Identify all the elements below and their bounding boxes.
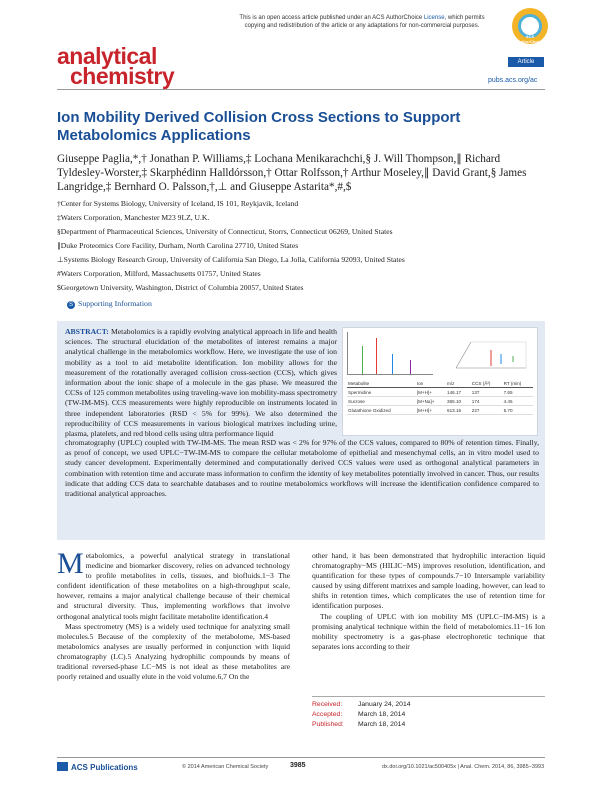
toc-peak	[410, 360, 411, 374]
toc-cell: 146.17	[446, 388, 471, 397]
affiliation: #Waters Corporation, Milford, Massachusetts 01757, United States	[57, 269, 261, 278]
acs-publications-logo[interactable]: ACS Publications	[57, 762, 138, 772]
toc-col-header: RT (min)	[503, 380, 533, 388]
article-type-tag: Article	[508, 57, 544, 67]
toc-cell: 4.45	[503, 397, 533, 406]
abstract-box	[57, 321, 545, 540]
open-access-notice: This is an open access article published under an ACS AuthorChoice License, which permits copying and redistribution of the article or any adaptations for non-commercial purposes.	[239, 15, 485, 29]
toc-cell: 137	[471, 388, 503, 397]
toc-col-header: Metabolite	[347, 380, 416, 388]
affiliation: $Georgetown University, Washington, District of Columbia 20057, United States	[57, 283, 304, 292]
affiliation: §Department of Pharmaceutical Sciences, University of Connecticut, Storrs, Connecticut 06269, United States	[57, 227, 393, 236]
toc-cell: 174	[471, 397, 503, 406]
toc-3d-plot	[451, 336, 531, 374]
supporting-info-icon: S	[68, 302, 73, 308]
received-date: Received: January 24, 2014	[312, 701, 411, 708]
toc-col-header: Ion	[416, 380, 446, 388]
affiliation: ‡Waters Corporation, Manchester M23 9LZ, U.K.	[57, 213, 210, 222]
body-column-right	[312, 551, 545, 652]
toc-graphic	[342, 327, 538, 436]
toc-cell: 227	[471, 406, 503, 415]
body-paragraph: Metabolomics, a powerful analytical strategy in translational medicine and biomarker discovery, relies on advanced technology to profile metabolites in cells, tissues, and biofluids.1−3 The confident identification of these metabolites on a high-throughput scale, however, remains a major analytical challenge because of their chemical and structural diversity. Thus, implementing workflows that involve orthogonal analytical tools might facilitate metabolite identification.4	[57, 547, 290, 621]
page-number: 3985	[290, 762, 306, 769]
toc-cell: 7.65	[503, 388, 533, 397]
doi-citation[interactable]: dx.doi.org/10.1021/ac500405x | Anal. Chem. 2014, 86, 3985−3993	[382, 764, 545, 770]
journal-url[interactable]: pubs.acs.org/ac	[488, 77, 538, 84]
journal-logo-line2: chemistry	[70, 63, 175, 89]
toc-row	[347, 397, 533, 406]
toc-cell: Spermidine	[347, 388, 416, 397]
header-divider	[57, 89, 545, 90]
authorchoice-badge-icon	[512, 8, 548, 44]
article-title: Ion Mobility Derived Collision Cross Sections to Support Metabolomics Applications	[57, 109, 461, 144]
abstract-text-bottom: chromatography (UPLC) coupled with TW-IM-MS. The mean RSD was < 2% for 97% of the CCS values, compared to 80% of retention times. Finally, as proof of concept, we used UPLC−TW-IM-MS to compare the cellular metabolome of epithelial and mesenchymal cells, an in vitro model used to study cancer development. Experimentally determined and computationally derived CCS values were used as orthogonal analytical parameters in combination with retention time and accurate mass information to confirm the identity of key metabolites potentially involved in cancer. Thus, our results indicate that adding CCS data to searchable databases and to routine metabolomics workflows will increase the identification confidence compared to traditional analytical approaches.	[65, 438, 539, 499]
toc-col-header: CCS (Å²)	[471, 380, 503, 388]
toc-cell: [M+H]+	[416, 388, 446, 397]
publication-dates	[312, 696, 545, 730]
body-paragraph: Mass spectrometry (MS) is a widely used technique for analyzing small molecules.5 Because of the complexity of the metabolome, MS-based metabolomics analyses are usually performed in conjunction with liquid chromatography (LC).5 Analyzing hydrophilic compounds by means of traditional reversed-phase LC−MS is not ideal as these metabolites are poorly retained and usually elute in the void volume.6,7 On the	[57, 621, 290, 682]
toc-peak	[392, 354, 393, 374]
toc-cell: Glutathione Oxidized	[347, 406, 416, 415]
affiliations	[57, 199, 545, 297]
abstract-label: ABSTRACT:	[65, 327, 109, 336]
footer-divider	[57, 757, 545, 758]
toc-cell: [M+H]+	[416, 406, 446, 415]
toc-cell: 365.10	[446, 397, 471, 406]
drop-cap: M	[57, 547, 84, 580]
affiliation: ∥Duke Proteomics Core Facility, Durham, North Carolina 27710, United States	[57, 241, 299, 250]
copyright: © 2014 American Chemical Society	[182, 764, 269, 770]
toc-col-header: m/z	[446, 380, 471, 388]
toc-cell: Sucrose	[347, 397, 416, 406]
acs-logo-icon	[57, 762, 68, 771]
toc-row	[347, 388, 533, 397]
license-link[interactable]: License	[423, 15, 445, 21]
badge-text: ACS AuthorChoice	[516, 34, 544, 44]
affiliation: †Center for Systems Biology, University of Iceland, IS 101, Reykjavik, Iceland	[57, 199, 299, 208]
journal-logo-line1: analytical	[57, 43, 157, 69]
toc-cell: [M+Na]+	[416, 397, 446, 406]
toc-header-row	[347, 380, 533, 388]
published-date: Published: March 18, 2014	[312, 721, 406, 728]
toc-cell: 5.70	[503, 406, 533, 415]
abstract-text-top: ABSTRACT: Metabolomics is a rapidly evolving analytical approach in life and health sciences. The structural elucidation of the metabolites of interest remains a major analytical challenge in the metabolomics workflow. Here, we investigate the use of ion mobility as a tool to aid metabolite identification. Ion mobility allows for the measurement of the rotationally averaged collision cross-section (CCS), which gives information about the ionic shape of a molecule in the gas phase. We measured the CCSs of 125 common metabolites using traveling-wave ion mobility-mass spectrometry (TW-IM-MS). CCS measurements were highly reproducible on instruments located in three independent laboratories (RSD < 5% for 99%). We also determined the reproducibility of CCS measurements in various biological matrixes including urine, plasma, platelets, and red blood cells using ultra performance liquid	[65, 327, 338, 439]
toc-data-table	[347, 380, 533, 415]
toc-cell: 613.16	[446, 406, 471, 415]
body-column-left	[57, 547, 290, 682]
body-paragraph: other hand, it has been demonstrated that hydrophilic interaction liquid chromatography−MS (HILIC−MS) improves resolution, identification, and quantification for these types of compounds.7−10 Intersample variability caused by using different matrixes and sample loading, however, can lead to shifts in retention times, which complicates the use of retention time for identification purposes.	[312, 551, 545, 611]
toc-chromatogram	[347, 332, 433, 375]
toc-row	[347, 406, 533, 415]
toc-peak	[376, 338, 377, 374]
supporting-info-link[interactable]: S Supporting Information	[68, 299, 152, 308]
accepted-date: Accepted: March 18, 2014	[312, 711, 406, 718]
toc-peak	[362, 346, 363, 374]
body-paragraph: The coupling of UPLC with ion mobility MS (UPLC−IM-MS) is a promising analytical technique within the field of metabolomics.11−16 Ion mobility spectrometry is a gas-phase electrophoretic technique that separates ions according to their	[312, 611, 545, 651]
journal-logo	[57, 43, 175, 89]
author-list: Giuseppe Paglia,*,† Jonathan P. Williams,‡ Lochana Menikarachchi,§ J. Will Thompson,∥ Richard Tyldesley-Worster,‡ Skarphédinn Halldórsson,† Ottar Rolfsson,† Arthur Moseley,∥ David Grant,§ James Langridge,‡ Bernhard O. Palsson,†,⊥ and Giuseppe Astarita*,#,$	[57, 153, 527, 193]
affiliation: ⊥Systems Biology Research Group, University of California San Diego, La Jolla, California 92093, United States	[57, 255, 405, 264]
